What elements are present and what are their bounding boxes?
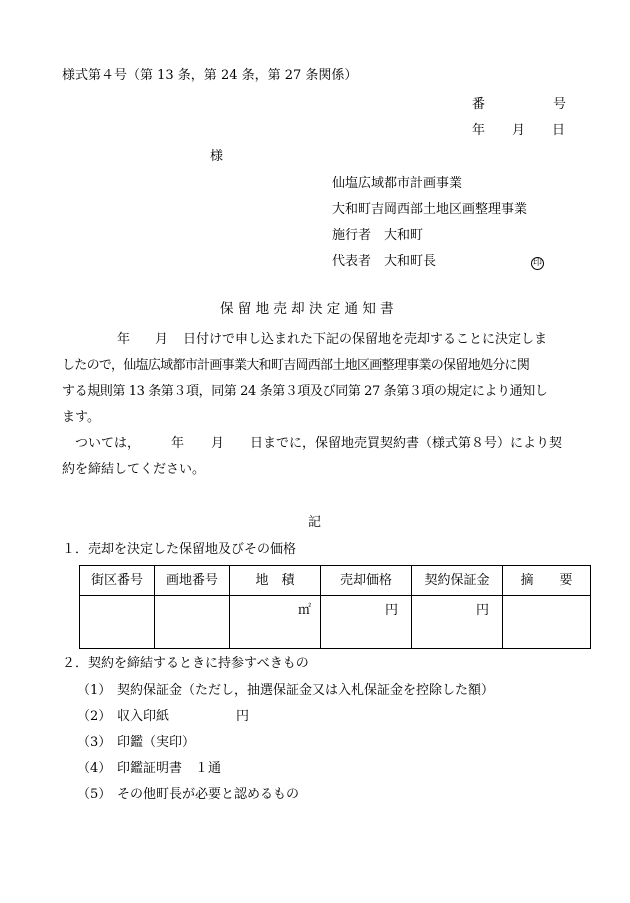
column-header-remarks: 摘 要 [503, 566, 591, 596]
section2-heading: ２．契約を締結するときに持参すべきもの [62, 656, 309, 671]
column-header-lot-number: 画地番号 [155, 566, 230, 596]
price-table-header-row [80, 566, 591, 596]
deposit-unit: 円 [475, 603, 489, 618]
body-p2-line2: 約を締結してください。 [62, 462, 206, 477]
representative-label: 代表者 [332, 254, 372, 269]
executor-name: 大和町 [384, 228, 424, 243]
list-item [77, 684, 111, 697]
body-p2-start: ついては， [75, 436, 141, 451]
issuer-line-1: 仙塩広域都市計画事業 [332, 176, 463, 191]
price-unit: 円 [384, 603, 398, 618]
stamp-unit: 円 [236, 709, 250, 724]
cell-block-number [80, 596, 155, 649]
list-item-text: その他町長が必要と認めるもの [117, 787, 300, 802]
column-header-block-number: 街区番号 [80, 566, 155, 596]
number-suffix: 号 [553, 97, 567, 112]
list-item-number: （5） [77, 787, 112, 802]
seal-icon: 印 [532, 258, 542, 268]
representative-name: 大和町長 [384, 254, 437, 269]
body-p2-year: 年 [171, 436, 185, 451]
list-item-text: 収入印紙 [117, 709, 170, 724]
document-title: 保 留 地 売 却 決 定 通 知 書 [220, 301, 394, 317]
list-item-text: 契約保証金（ただし，抽選保証金又は入札保証金を控除した額） [117, 683, 495, 698]
date-day-label: 日 [552, 123, 566, 138]
column-header-area: 地 積 [230, 566, 321, 596]
column-header-sale-price: 売却価格 [321, 566, 412, 596]
body-p2-month: 月 [211, 436, 225, 451]
list-item-number: （2） [77, 709, 112, 724]
price-table [79, 565, 591, 649]
cell-sale-price [321, 596, 412, 649]
list-item-text: 印鑑証明書 １通 [117, 761, 222, 776]
body-p1-month: 月 [155, 332, 169, 347]
body-p1-line4: ます。 [62, 410, 100, 425]
ki-heading: 記 [308, 515, 322, 530]
list-item [77, 710, 111, 723]
date-year-label: 年 [472, 123, 486, 138]
addressee-honorific: 様 [210, 149, 224, 164]
list-item-text: 印鑑（実印） [117, 735, 196, 750]
issuer-representative [332, 255, 436, 268]
body-p1-year: 年 [117, 332, 131, 347]
number-label: 番 [472, 97, 486, 112]
column-header-deposit: 契約保証金 [412, 566, 503, 596]
issuer-line-2: 大和町吉岡西部土地区画整理事業 [332, 202, 528, 217]
date-month-label: 月 [512, 123, 526, 138]
body-p2-line1: 日までに，保留地売買契約書（様式第８号）により契 [250, 436, 563, 451]
list-item [77, 788, 111, 801]
cell-area [230, 596, 321, 649]
cell-deposit [412, 596, 503, 649]
list-item-number: （3） [77, 735, 112, 750]
issuer-executor [332, 229, 423, 242]
body-p1-line3: する規則第 13 条第３項，同第 24 条第３項及び同第 27 条第３項の規定により通知し [62, 384, 548, 399]
list-item [77, 762, 111, 775]
body-p1-line2: したので，仙塩広域都市計画事業大和町吉岡西部土地区画整理事業の保留地処分に関 [62, 358, 530, 373]
area-unit: ㎡ [297, 603, 311, 618]
form-reference: 様式第４号（第 13 条，第 24 条，第 27 条関係） [62, 68, 358, 83]
section1-heading: １．売却を決定した保留地及びその価格 [62, 542, 297, 557]
cell-remarks [503, 596, 591, 649]
list-item [77, 736, 111, 749]
executor-label: 施行者 [332, 228, 372, 243]
cell-lot-number [155, 596, 230, 649]
body-p1-line1: 日付けで申し込まれた下記の保留地を売却することに決定しま [183, 332, 548, 347]
price-table-row [80, 596, 591, 649]
list-item-number: （1） [77, 683, 112, 698]
list-item-number: （4） [77, 761, 112, 776]
seal-mark [531, 255, 544, 270]
